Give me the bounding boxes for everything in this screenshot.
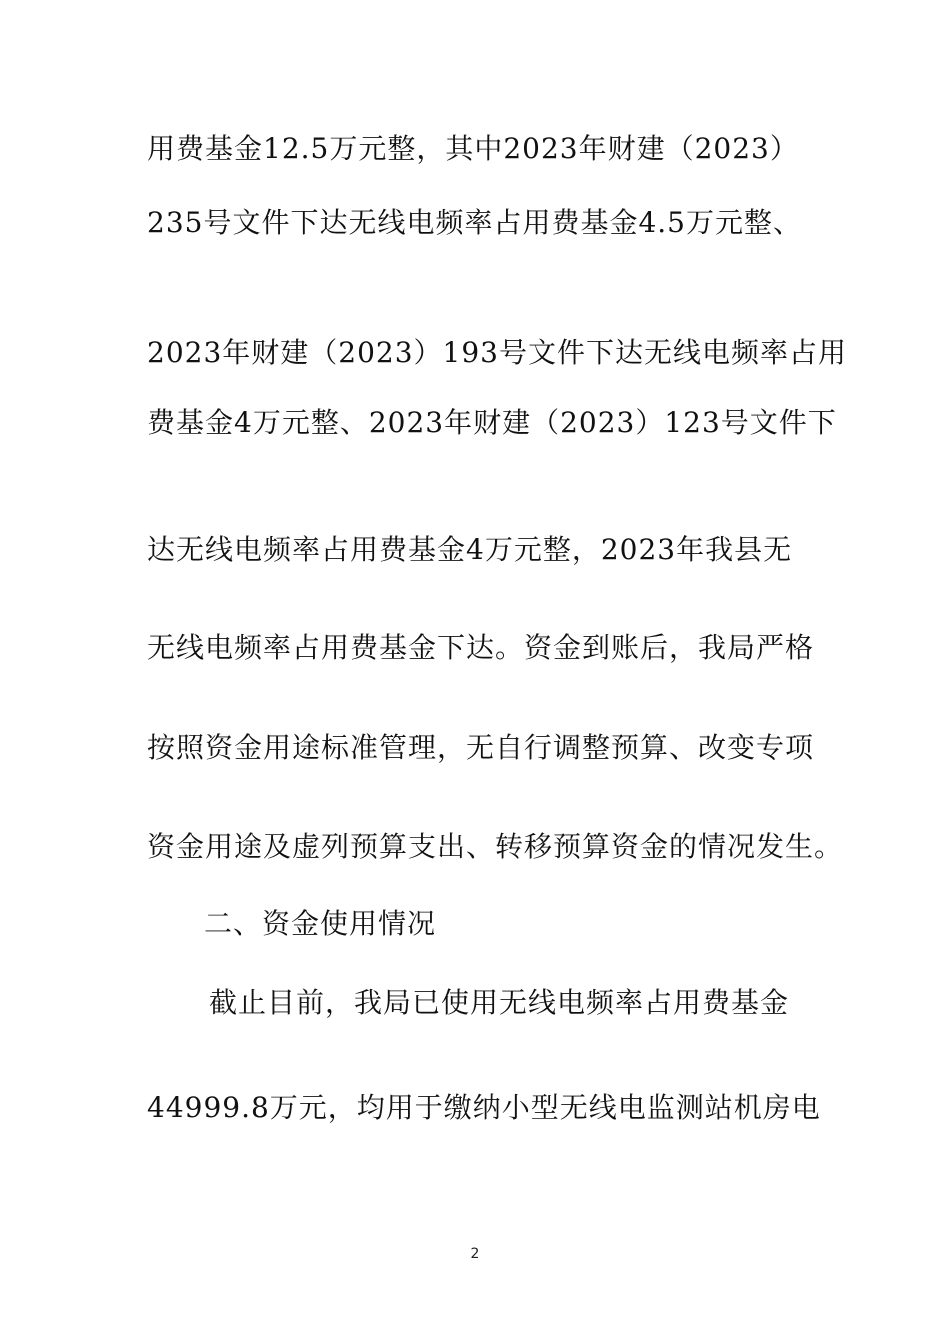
body-text-line: 资金用途及虚列预算支出、转移预算资金的情况发生。 xyxy=(147,830,844,863)
body-text-line: 235号文件下达无线电频率占用费基金4.5万元整、 xyxy=(147,206,802,239)
body-text-line: 费基金4万元整、2023年财建（2023）123号文件下 xyxy=(147,406,837,439)
body-text-line: 按照资金用途标准管理，无自行调整预算、改变专项 xyxy=(147,731,815,764)
body-text-line: 达无线电频率占用费基金4万元整，2023年我县无 xyxy=(147,533,793,566)
body-text-line: 2023年财建（2023）193号文件下达无线电频率占用 xyxy=(147,336,847,369)
body-text-line: 截止目前，我局已使用无线电频率占用费基金 xyxy=(209,986,790,1019)
page-number: 2 xyxy=(470,1246,480,1262)
body-text-line: 用费基金12.5万元整，其中2023年财建（2023） xyxy=(147,132,799,165)
section-heading: 二、资金使用情况 xyxy=(204,907,437,940)
body-text-line: 44999.8万元，均用于缴纳小型无线电监测站机房电 xyxy=(147,1091,821,1124)
body-text-line: 无线电频率占用费基金下达。资金到账后，我局严格 xyxy=(147,631,815,664)
